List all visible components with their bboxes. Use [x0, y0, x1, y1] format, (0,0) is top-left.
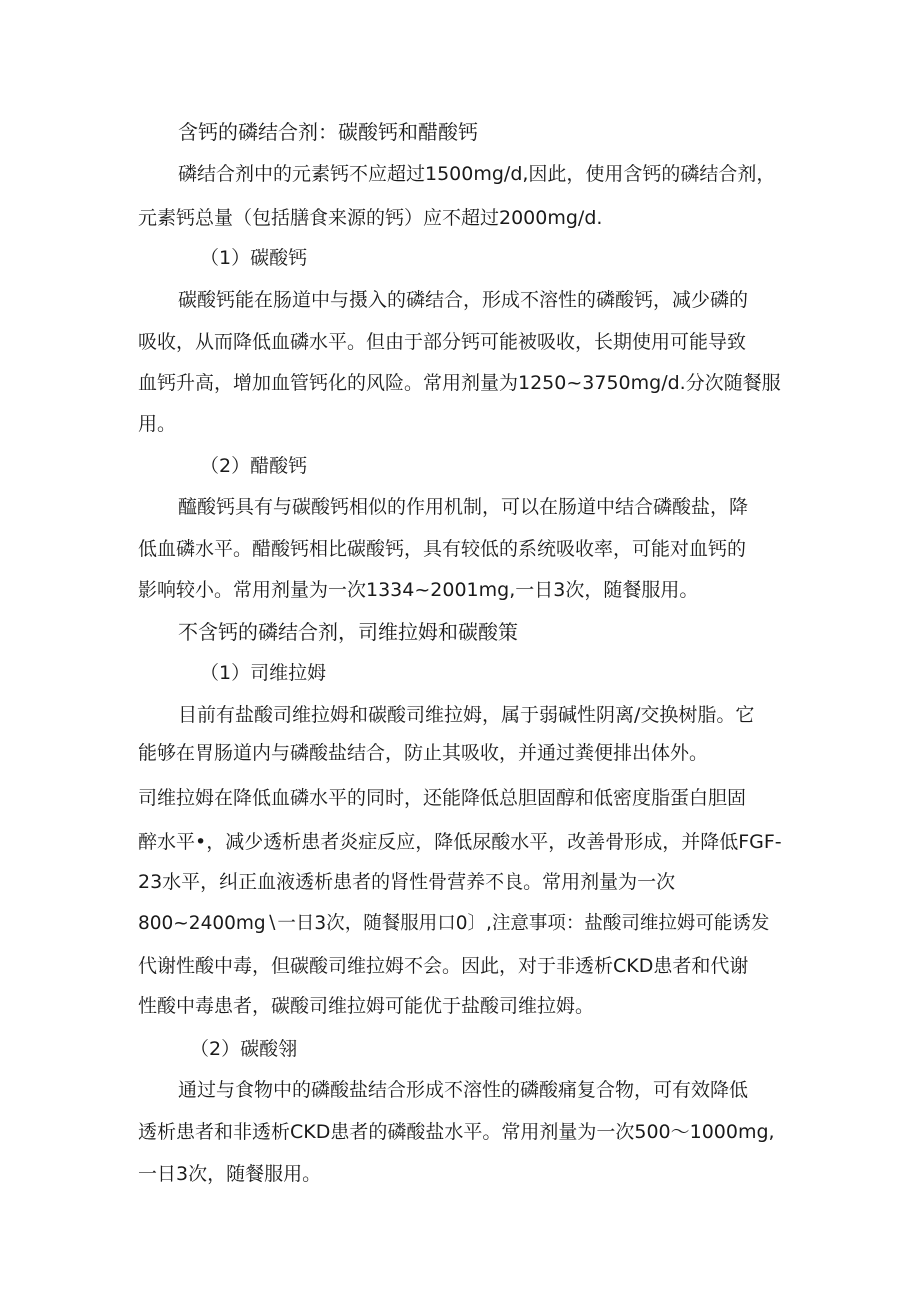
- subheading-calcium-acetate: （2）醋酸钙: [200, 455, 308, 477]
- paragraph-line: 代谢性酸中毒，但碳酸司维拉姆不会。因此，对于非透析CKD患者和代谢: [138, 955, 749, 977]
- section-heading-calcium-binders: 含钙的磷结合剂：碳酸钙和醋酸钙: [178, 120, 478, 144]
- paragraph-line: 吸收，从而降低血磷水平。但由于部分钙可能被吸收，长期使用可能导致: [138, 331, 747, 353]
- paragraph-line: 血钙升高，增加血管钙化的风险。常用剂量为1250~3750mg∕d.分次随餐服: [138, 372, 781, 394]
- paragraph-line: 一日3次，随餐服用。: [138, 1163, 322, 1185]
- paragraph-line: 磷结合剂中的元素钙不应超过1500mg∕d,因此，使用含钙的磷结合剂，: [178, 163, 776, 185]
- paragraph-line: 醉水平•，减少透析患者炎症反应，降低尿酸水平，改善骨形成，并降低FGF-: [138, 831, 782, 853]
- paragraph-line: 醯酸钙具有与碳酸钙相似的作用机制，可以在肠道中结合磷酸盐，降: [178, 496, 749, 518]
- paragraph-line: 800~2400mg∖一日3次，随餐服用口0〕,注意事项：盐酸司维拉姆可能诱发: [138, 913, 770, 934]
- paragraph-line: 碳酸钙能在肠道中与摄入的磷结合，形成不溶性的磷酸钙，减少磷的: [178, 289, 749, 311]
- paragraph-line: 元素钙总量（包括膳食来源的钙）应不超过2000mg/d.: [138, 207, 603, 229]
- paragraph-line: 目前有盐酸司维拉姆和碳酸司维拉姆，属于弱碱性阴离/交换树脂。它: [178, 704, 755, 726]
- paragraph-line: 能够在胃肠道内与磷酸盐结合，防止其吸收，并通过粪便排出体外。: [138, 742, 709, 764]
- paragraph-line: 用。: [138, 413, 177, 435]
- paragraph-line: 司维拉姆在降低血磷水平的同时，还能降低总胆固醇和低密度脂蛋白胆固: [138, 787, 747, 809]
- subheading-lanthanum-carbonate: （2）碳酸翎: [190, 1038, 298, 1060]
- section-heading-non-calcium-binders: 不含钙的磷结合剂，司维拉姆和碳酸策: [178, 620, 518, 644]
- paragraph-line: 性酸中毒患者，碳酸司维拉姆可能优于盐酸司维拉姆。: [138, 995, 595, 1017]
- subheading-calcium-carbonate: （1）碳酸钙: [200, 247, 308, 269]
- paragraph-line: 通过与食物中的磷酸盐结合形成不溶性的磷酸痛复合物，可有效降低: [178, 1079, 749, 1101]
- paragraph-line: 影响较小。常用剂量为一次1334~2001mg,一日3次，随餐服用。: [138, 579, 699, 601]
- paragraph-line: 23水平，纠正血液透析患者的肾性骨营养不良。常用剂量为一次: [138, 871, 676, 893]
- paragraph-line: 低血磷水平。醋酸钙相比碳酸钙，具有较低的系统吸收率，可能对血钙的: [138, 538, 747, 560]
- subheading-sevelamer: （1）司维拉姆: [200, 662, 327, 684]
- paragraph-line: 透析患者和非透析CKD患者的磷酸盐水平。常用剂量为一次500〜1000mg,: [138, 1121, 775, 1143]
